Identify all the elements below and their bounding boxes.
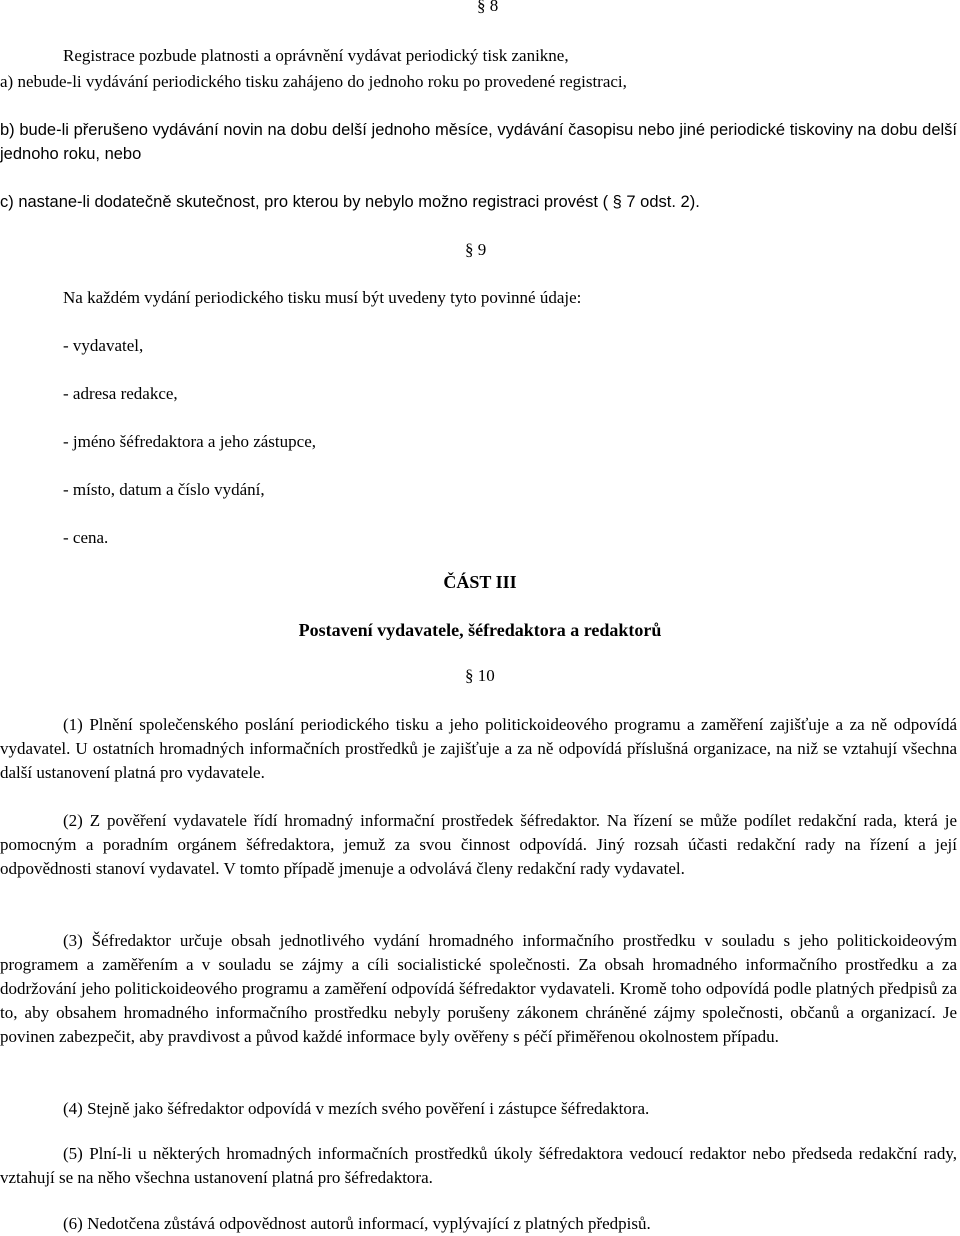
section-9-item-5: - cena. <box>63 528 109 547</box>
section-9-intro: Na každém vydání periodického tisku musí být uvedeny tyto povinné údaje: <box>63 288 582 307</box>
part-heading: ČÁST III <box>443 572 517 592</box>
section-8-marker: § 8 <box>477 0 499 15</box>
section-8-item-c: c) nastane-li dodatečně skutečnost, pro kterou by nebylo možno registraci provést ( § 7 odst. 2). <box>0 193 700 211</box>
section-9-item-3: - jméno šéfredaktora a jeho zástupce, <box>63 432 316 451</box>
section-8-intro: Registrace pozbude platnosti a oprávnění vydávat periodický tisk zanikne, <box>63 46 569 65</box>
part-title: Postavení vydavatele, šéfredaktora a redaktorů <box>298 620 662 640</box>
section-9-item-2: - adresa redakce, <box>63 384 178 403</box>
section-10-paragraph-3: (3) Šéfredaktor určuje obsah jednotlivého vydání hromadného informačního prostředku v souladu s jeho politickoideovým programem a zaměřením a v souladu se zájmy a cíli socialistické společnosti. Za obsah hromadného informačního prostředku a za dodržování jeho politickoideového programu a zaměření odpovídá šéfredaktor vydavateli. Kromě toho odpovídá podle platných předpisů za to, aby obsahem hromadného informačního prostředku nebyly porušeny zákonem chráněné zájmy společnosti, občanů a organizací. Je povinen zabezpečit, aby pravdivost a původ každé informace byly ověřeny s péčí přiměřenou okolnostem případu. <box>0 931 957 1046</box>
section-10-marker: § 10 <box>465 666 495 685</box>
section-8-item-a: a) nebude-li vydávání periodického tisku zahájeno do jednoho roku po provedené registraci, <box>0 72 627 91</box>
section-10-paragraph-2: (2) Z pověření vydavatele řídí hromadný informační prostředek šéfredaktor. Na řízení se může podílet redakční rada, která je pomocným a poradním orgánem šéfredaktora, jemuž za svou činnost odpovídá. Jiný rozsah účasti redakční rady na řízení a její odpovědnosti stanoví vydavatel. V tomto případě jmenuje a odvolává členy redakční rady vydavatel. <box>0 811 957 878</box>
section-10-paragraph-5: (5) Plní-li u některých hromadných informačních prostředků úkoly šéfredaktora vedoucí redaktor nebo předseda redakční rady, vztahují se na něho všechna ustanovení platná pro šéfredaktora. <box>0 1144 957 1187</box>
section-9-item-1: - vydavatel, <box>63 336 144 355</box>
section-10-paragraph-4: (4) Stejně jako šéfredaktor odpovídá v mezích svého pověření i zástupce šéfredaktora. <box>63 1099 650 1118</box>
section-9-marker: § 9 <box>465 240 487 259</box>
section-9-item-4: - místo, datum a číslo vydání, <box>63 480 265 499</box>
section-10-paragraph-6: (6) Nedotčena zůstává odpovědnost autorů informací, vyplývající z platných předpisů. <box>63 1214 651 1233</box>
section-8-item-b: b) bude-li přerušeno vydávání novin na dobu delší jednoho měsíce, vydávání časopisu nebo jiné periodické tiskoviny na dobu delší jednoho roku, nebo <box>0 121 957 163</box>
section-10-paragraph-1: (1) Plnění společenského poslání periodického tisku a jeho politickoideového programu a zaměření zajišťuje a za ně odpovídá vydavatel. U ostatních hromadných informačních prostředků je zajišťuje a za ně odpovídá příslušná organizace, na niž se vztahují všechna další ustanovení platná pro vydavatele. <box>0 715 957 782</box>
